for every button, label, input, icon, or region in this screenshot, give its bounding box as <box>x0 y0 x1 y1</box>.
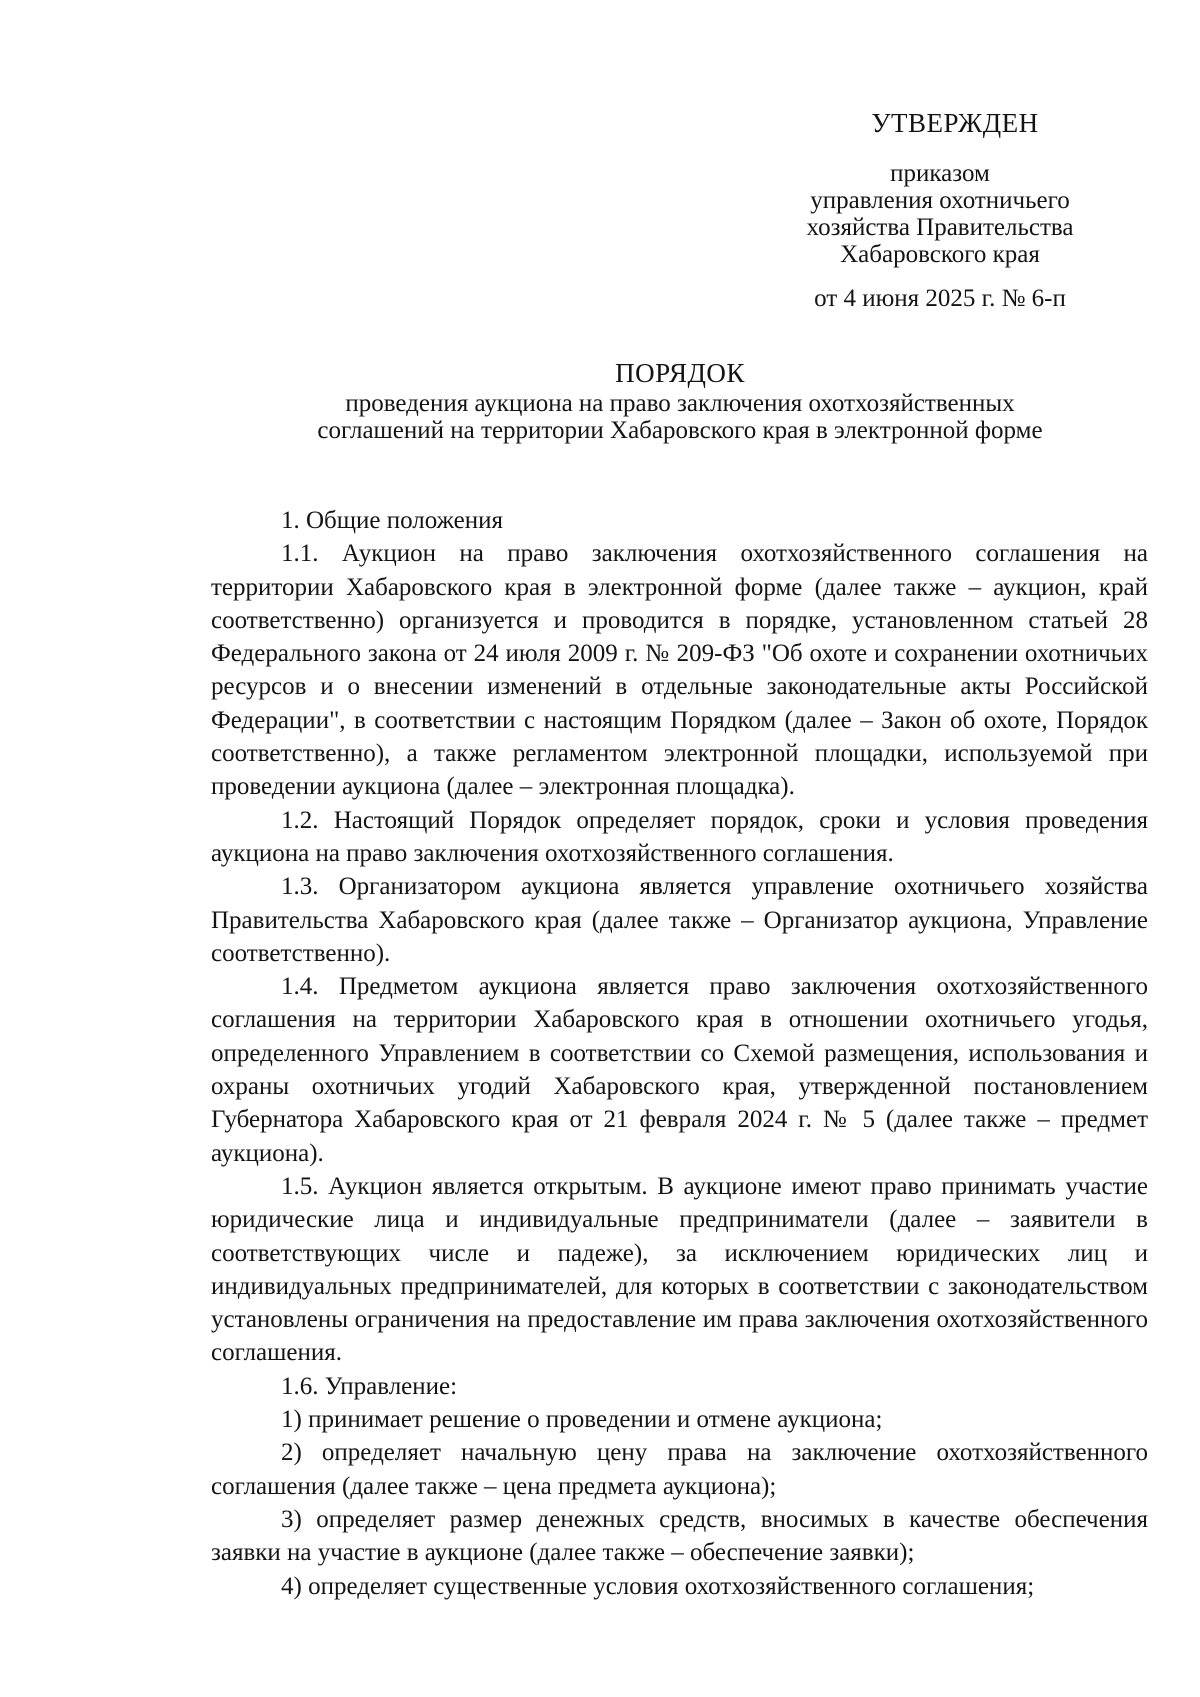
list-item: 4) определяет существенные условия охотхозяйственного соглашения; <box>281 1572 1035 1600</box>
document-subtitle-line: проведения аукциона на право заключения охотхозяйственных <box>345 390 1015 417</box>
paragraph-1-5: 1.5. Аукцион является открытым. В аукционе имеют право принимать участие юридические лица и индивидуальные предприниматели (далее – заявители в соответствующих числе и падеже), за исключением юридических лиц и индивидуальных предпринимателей, для которых в соответствии с законодательством установлены ограничения на предоставление им права заключения охотхозяйственного соглашения. <box>211 1172 1148 1367</box>
approval-title: УТВЕРЖДЕН <box>871 108 1039 138</box>
document-body <box>211 504 1148 1603</box>
approval-order-line: хозяйства Правительства <box>806 214 1074 241</box>
list-item: 1) принимает решение о проведении и отмене аукциона; <box>281 1406 883 1434</box>
list-item: 2) определяет начальную цену права на заключение охотхозяйственного соглашения (далее также – цена предмета аукциона); <box>211 1439 1148 1500</box>
approval-order-date: от 4 июня 2025 г. № 6-п <box>814 285 1066 312</box>
approval-order-line: Хабаровского края <box>840 241 1040 268</box>
list-item: 3) определяет размер денежных средств, вносимых в качестве обеспечения заявки на участие в аукционе (далее также – обеспечение заявки); <box>211 1505 1148 1567</box>
section-heading: 1. Общие положения <box>281 507 503 534</box>
approval-order-line: приказом <box>890 160 990 187</box>
paragraph-1-1: 1.1. Аукцион на право заключения охотхозяйственного соглашения на территории Хабаровского края в электронной форме (далее также – аукцион, край соответственно) организуется и проводится в порядке, установленном статьей 28 Федерального закона от 24 июля 2009 г. № 209-ФЗ "Об охоте и сохранении охотничьих ресурсов и о внесении изменений в отдельные законодательные акты Российской Федерации", в соответствии с настоящим Порядком (далее – Закон об охоте, Порядок соответственно), а также регламентом электронной площадки, используемой при проведении аукциона (далее – электронная площадка). <box>211 540 1148 801</box>
document-title: ПОРЯДОК <box>615 358 745 388</box>
paragraph-1-2: 1.2. Настоящий Порядок определяет порядок, сроки и условия проведения аукциона на право заключения охотхозяйственного соглашения. <box>211 806 1148 867</box>
approval-order-line: управления охотничьего <box>810 187 1070 214</box>
document-subtitle-line: соглашений на территории Хабаровского края в электронной форме <box>317 417 1043 444</box>
paragraph-1-6: 1.6. Управление: <box>281 1372 458 1400</box>
approval-order-lines <box>790 160 1090 268</box>
document-subtitle <box>200 390 1160 444</box>
approval-block <box>790 108 1090 314</box>
paragraph-1-4: 1.4. Предметом аукциона является право заключения охотхозяйственного соглашения на территории Хабаровского края в отношении охотничьего угодья, определенного Управлением в соответствии со Схемой размещения, использования и охраны охотничьих угодий Хабаровского края, утвержденной постановлением Губернатора Хабаровского края от 21 февраля 2024 г. № 5 (далее также – предмет аукциона). <box>211 973 1148 1167</box>
paragraph-1-3: 1.3. Организатором аукциона является управление охотничьего хозяйства Правительства Хабаровского края (далее также – Организатор аукциона, Управление соответственно). <box>211 873 1148 967</box>
